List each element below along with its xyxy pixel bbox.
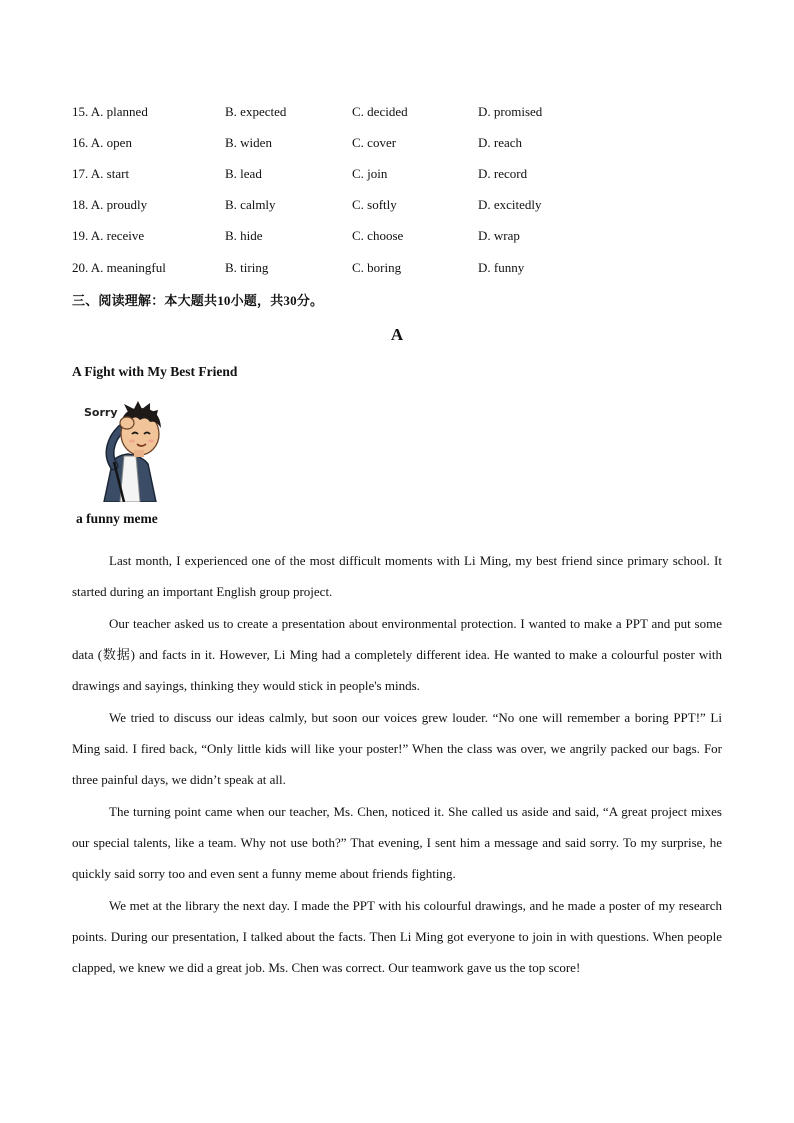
meme-image bbox=[84, 394, 174, 502]
option-a: 16. A. open bbox=[72, 135, 132, 150]
section-middle: 小题，共 bbox=[230, 294, 284, 309]
option-c: C. decided bbox=[352, 104, 408, 119]
option-c: C. boring bbox=[352, 260, 402, 275]
option-b: B. lead bbox=[225, 166, 262, 181]
passage-paragraph-4: The turning point came when our teacher, Ms. Chen, noticed it. She called us aside and said, “A great project mixes our special talents, like a team. Why not use both?” That evening, I sent him a message and said sorry. To my surprise, he quickly said sorry too and even sent a funny meme about friends fighting. bbox=[72, 804, 722, 882]
section-count: 10 bbox=[217, 293, 231, 308]
option-a: 20. A. meaningful bbox=[72, 260, 166, 275]
question-20-options bbox=[72, 258, 732, 278]
section-heading bbox=[72, 290, 323, 309]
passage-paragraph-1: Last month, I experienced one of the most difficult moments with Li Ming, my best friend since primary school. It started during an important English group project. bbox=[72, 553, 722, 600]
option-c: C. cover bbox=[352, 135, 397, 150]
question-16-options bbox=[72, 133, 732, 153]
passage-title: A Fight with My Best Friend bbox=[72, 364, 238, 379]
option-d: D. record bbox=[478, 166, 528, 181]
option-d: D. funny bbox=[478, 260, 525, 275]
option-b: B. hide bbox=[225, 228, 263, 243]
option-b: B. widen bbox=[225, 135, 272, 150]
option-b: B. tiring bbox=[225, 260, 269, 275]
option-a: 17. A. start bbox=[72, 166, 130, 181]
section-points: 30 bbox=[283, 293, 297, 308]
option-d: D. reach bbox=[478, 135, 523, 150]
question-15-options bbox=[72, 102, 732, 122]
option-a: 15. A. planned bbox=[72, 104, 148, 119]
option-a: 19. A. receive bbox=[72, 228, 145, 243]
option-d: D. promised bbox=[478, 104, 543, 119]
option-b: B. expected bbox=[225, 104, 287, 119]
boy-scratching-head-icon bbox=[84, 394, 174, 502]
option-d: D. excitedly bbox=[478, 197, 542, 212]
passage-letter: A bbox=[390, 325, 404, 344]
question-19-options bbox=[72, 226, 732, 246]
meme-caption: a funny meme bbox=[76, 511, 158, 526]
section-suffix: 分。 bbox=[296, 294, 324, 309]
passage-paragraph-2: Our teacher asked us to create a presentation about environmental protection. I wanted to make a PPT and put some data (数据) and facts in it. However, Li Ming had a completely different idea. He wanted to make a colourful poster with drawings and sayings, thinking they would stick in people's minds. bbox=[72, 616, 722, 694]
section-prefix: 三、阅读理解：本大题共 bbox=[72, 294, 218, 309]
option-b: B. calmly bbox=[225, 197, 276, 212]
option-c: C. join bbox=[352, 166, 388, 181]
option-c: C. choose bbox=[352, 228, 404, 243]
question-18-options bbox=[72, 195, 732, 215]
meme-sorry-text: Sorry bbox=[84, 406, 118, 419]
option-a: 18. A. proudly bbox=[72, 197, 148, 212]
option-d: D. wrap bbox=[478, 228, 520, 243]
passage-paragraph-3: We tried to discuss our ideas calmly, but soon our voices grew louder. “No one will remember a boring PPT!” Li Ming said. I fired back, “Only little kids will like your poster!” When the class was over, we angrily packed our bags. For three painful days, we didn’t speak at all. bbox=[72, 710, 722, 788]
passage-paragraph-5: We met at the library the next day. I made the PPT with his colourful drawings, and he made a poster of my research points. During our presentation, I talked about the facts. Then Li Ming got everyone to join in with questions. When people clapped, we knew we did a great job. Ms. Chen was correct. Our teamwork gave us the top score! bbox=[72, 898, 722, 976]
option-c: C. softly bbox=[352, 197, 397, 212]
question-17-options bbox=[72, 164, 732, 184]
